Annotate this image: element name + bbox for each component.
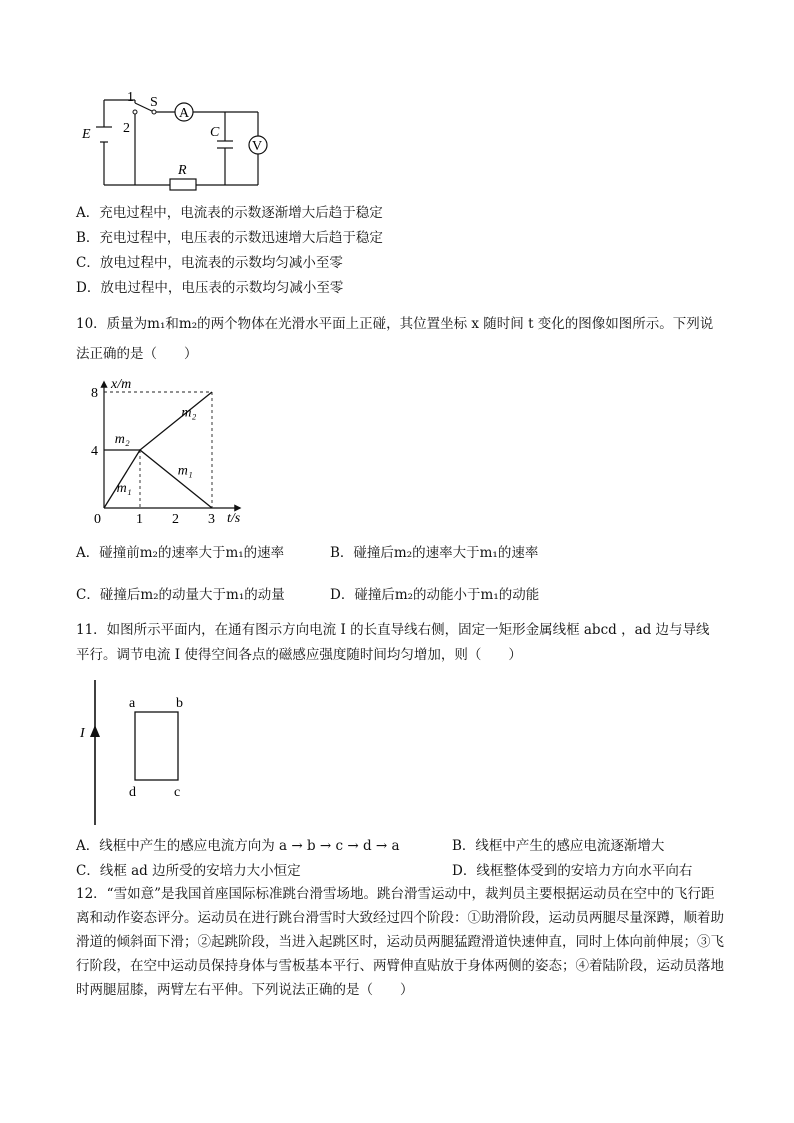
q11-option-d: D．线框整体受到的安培力方向水平向右 <box>452 863 693 879</box>
capacitor-label: C <box>210 125 220 140</box>
q11-stem-line1: 11．如图所示平面内，在通有图示方向电流 I 的长直导线右侧，固定一矩形金属线框 abcd ，ad 边与导线 <box>76 622 710 638</box>
q10-stem-line1: 10．质量为m₁和m₂的两个物体在光滑水平面上正碰，其位置坐标 x 随时间 t 变化的图像如图所示。下列说 <box>76 316 714 332</box>
q10-stem-line2: 法正确的是（ ） <box>76 346 198 362</box>
corner-a-label: a <box>129 696 136 711</box>
q10-option-a: A．碰撞前m₂的速率大于m₁的速率 <box>76 545 285 561</box>
q11-stem-line2: 平行。调节电流 I 使得空间各点的磁感应强度随时间均匀增加，则（ ） <box>76 647 522 663</box>
x-tick-label: 1 <box>136 512 143 527</box>
q11-option-a: A．线框中产生的感应电流方向为 a → b → c → d → a <box>76 838 400 854</box>
series-label-m1-before: m₁ <box>116 481 132 497</box>
x-axis-label: t/s <box>227 511 241 526</box>
y-tick-label: 4 <box>91 444 98 459</box>
q9-option-b: B．充电过程中，电压表的示数迅速增大后趋于稳定 <box>76 230 383 246</box>
q10-option-c: C．碰撞后m₂的动量大于m₁的动量 <box>76 587 285 603</box>
q10-option-b: B．碰撞后m₂的速率大于m₁的速率 <box>330 545 539 561</box>
x-tick-label: 3 <box>208 512 215 527</box>
q10-option-d: D．碰撞后m₂的动能小于m₁的动能 <box>330 587 540 603</box>
x-tick-label: 0 <box>94 512 101 527</box>
y-axis-label: x/m <box>111 377 132 392</box>
q9-option-a: A．充电过程中，电流表的示数逐渐增大后趋于稳定 <box>76 205 383 221</box>
q11-option-b: B．线框中产生的感应电流逐渐增大 <box>452 838 665 854</box>
q9-option-c: C．放电过程中，电流表的示数均匀减小至零 <box>76 255 343 271</box>
current-arrow-icon <box>90 725 100 737</box>
corner-c-label: c <box>174 785 181 800</box>
y-tick-label: 8 <box>91 386 98 401</box>
q11-option-c: C．线框 ad 边所受的安培力大小恒定 <box>76 863 301 879</box>
corner-d-label: d <box>129 785 136 800</box>
current-label: I <box>80 726 85 741</box>
emf-label: E <box>82 127 91 142</box>
voltmeter-label: V <box>252 139 263 154</box>
x-tick-label: 2 <box>172 512 179 527</box>
terminal-1-label: 1 <box>127 90 134 105</box>
ammeter-label: A <box>179 106 190 121</box>
corner-b-label: b <box>176 696 183 711</box>
switch-label: S <box>150 95 158 110</box>
series-label-m2-after: m₂ <box>181 405 197 421</box>
q9-option-d: D．放电过程中，电压表的示数均匀减小至零 <box>76 280 344 296</box>
terminal-2-label: 2 <box>123 121 130 136</box>
resistor-label: R <box>178 163 187 178</box>
series-label-m1-after: m₁ <box>177 463 193 479</box>
series-label-m2-before: m₂ <box>114 431 130 447</box>
rectangular-loop <box>135 712 178 780</box>
q12-paragraph: 12．“雪如意”是我国首座国际标准跳台滑雪场地。跳台滑雪运动中，裁判员主要根据运动员在空中的飞行距离和动作姿态评分。运动员在进行跳台滑雪时大致经过四个阶段：①助滑阶段，运动员两腿尽量深蹲，顺着助滑道的倾斜面下滑；②起跳阶段，当进入起跳区时，运动员两腿猛蹬滑道快速伸直，同时上体向前伸展；③飞行阶段，在空中运动员保持身体与雪板基本平行、两臂伸直贴放于身体两侧的姿态；④着陆阶段，运动员落地时两腿屈膝，两臂左右平伸。下列说法正确的是（ ） <box>76 886 724 998</box>
